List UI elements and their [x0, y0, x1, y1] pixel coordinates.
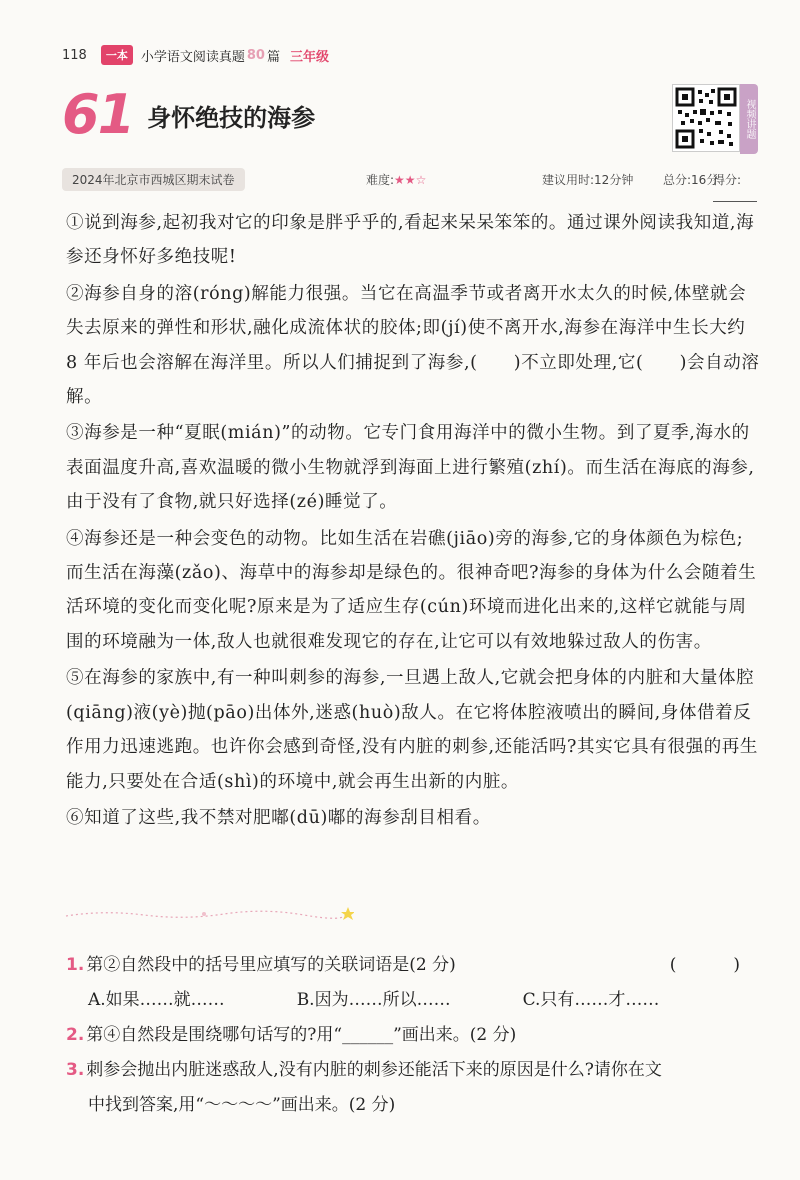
lesson-number: 61 [62, 83, 134, 146]
qr-code-icon[interactable] [672, 84, 740, 152]
question-1-text: 第②自然段中的括号里应填写的关联词语是(2 分) [86, 955, 456, 975]
page-number: 118 [62, 47, 87, 63]
question-3-number: 3. [66, 1060, 85, 1080]
lesson-title: 身怀绝技的海参 [147, 102, 316, 132]
difficulty-label: 难度: [366, 173, 395, 187]
divider-dot-icon [202, 912, 206, 916]
question-3 [66, 1053, 760, 1088]
video-explanation-tab[interactable]: 视频讲题 [740, 84, 758, 154]
question-2 [66, 1018, 760, 1053]
question-2-text: 第④自然段是围绕哪句话写的?用“______”画出来。(2 分) [86, 1025, 517, 1045]
paragraph-1: ①说到海参,起初我对它的印象是胖乎乎的,看起来呆呆笨笨的。通过课外阅读我知道,海参还身怀好多绝技呢! [66, 213, 755, 268]
question-3-continued: 中找到答案,用“～～～～”画出来。(2 分) [88, 1095, 396, 1115]
paragraph-6: ⑥知道了这些,我不禁对肥嘟(dū)嘟的海参刮目相看。 [66, 807, 491, 828]
brand-logo: 一本 [101, 45, 133, 65]
running-header [62, 42, 329, 68]
score-blank[interactable] [713, 189, 757, 202]
paragraph-4: ④海参还是一种会变色的动物。比如生活在岩礁(jiāo)旁的海参,它的身体颜色为棕色;而生活在海藻(zǎo)、海草中的海参却是绿色的。很神奇吧?海参的身体为什么会随着生活环境的变化而变化呢?原来是为了适应生存(cún)环境而进化出来的,这样它就能与周围的环境融为一体,敌人也就很难发现它的存在,让它可以有效地躲过敌人的伤害。 [66, 528, 757, 652]
decorative-divider [64, 906, 354, 922]
difficulty [366, 171, 426, 188]
paragraph-2: ②海参自身的溶(róng)解能力很强。当它在高温季节或者离开水太久的时候,体壁就会失去原来的弹性和形状,融化成流体状的胶体;即(jí)使不离开水,海参在海洋中生长大约 8 年后也会溶解在海洋里。所以人们捕捉到了海参,( )不立即处理,它( )会自动溶解。 [66, 283, 760, 408]
total-score: 总分:16分 [663, 173, 719, 187]
star-icon [341, 907, 354, 920]
questions-section [66, 948, 760, 1123]
article-body [66, 206, 760, 837]
option-c[interactable]: C.只有……才…… [522, 990, 660, 1010]
difficulty-stars-icon: ★★☆ [394, 173, 427, 187]
grade-label: 三年级 [289, 49, 329, 65]
question-2-number: 2. [66, 1025, 85, 1045]
question-1 [66, 948, 760, 983]
series-count: 80 [246, 47, 265, 63]
score-field[interactable] [713, 171, 762, 202]
paragraph-3: ③海参是一种“夏眠(mián)”的动物。它专门食用海洋中的微小生物。到了夏季,海水的表面温度升高,喜欢温暖的微小生物就浮到海面上进行繁殖(zhí)。而生活在海底的海参,由于没有了食物,就只好选择(zé)睡觉了。 [66, 423, 755, 513]
paragraph-5: ⑤在海参的家族中,有一种叫刺参的海参,一旦遇上敌人,它就会把身体的内脏和大量体腔(qiāng)液(yè)抛(pāo)出体外,迷惑(huò)敌人。在它将体腔液喷出的瞬间,身体借着反作用力迅速逃跑。也许你会感到奇怪,没有内脏的刺参,还能活吗?其实它具有很强的再生能力,只要处在合适(shì)的环境中,就会再生出新的内脏。 [66, 668, 759, 792]
score-label: 得分: [713, 173, 742, 187]
series-unit: 篇 [266, 49, 280, 65]
meta-row [62, 168, 762, 190]
answer-box[interactable]: ( ) [669, 955, 760, 975]
source-label: 2024年北京市西城区期末试卷 [62, 168, 245, 191]
series-title: 小学语文阅读真题 [140, 49, 245, 65]
question-1-number: 1. [66, 955, 85, 975]
option-a[interactable]: A.如果……就…… [88, 990, 225, 1010]
question-3-text: 刺参会抛出内脏迷惑敌人,没有内脏的刺参还能活下来的原因是什么?请你在文 [86, 1060, 662, 1080]
suggested-time: 建议用时:12分钟 [542, 173, 634, 187]
question-1-options [66, 983, 760, 1018]
lesson-title-row [62, 83, 316, 146]
option-b[interactable]: B.因为……所以…… [296, 990, 451, 1010]
